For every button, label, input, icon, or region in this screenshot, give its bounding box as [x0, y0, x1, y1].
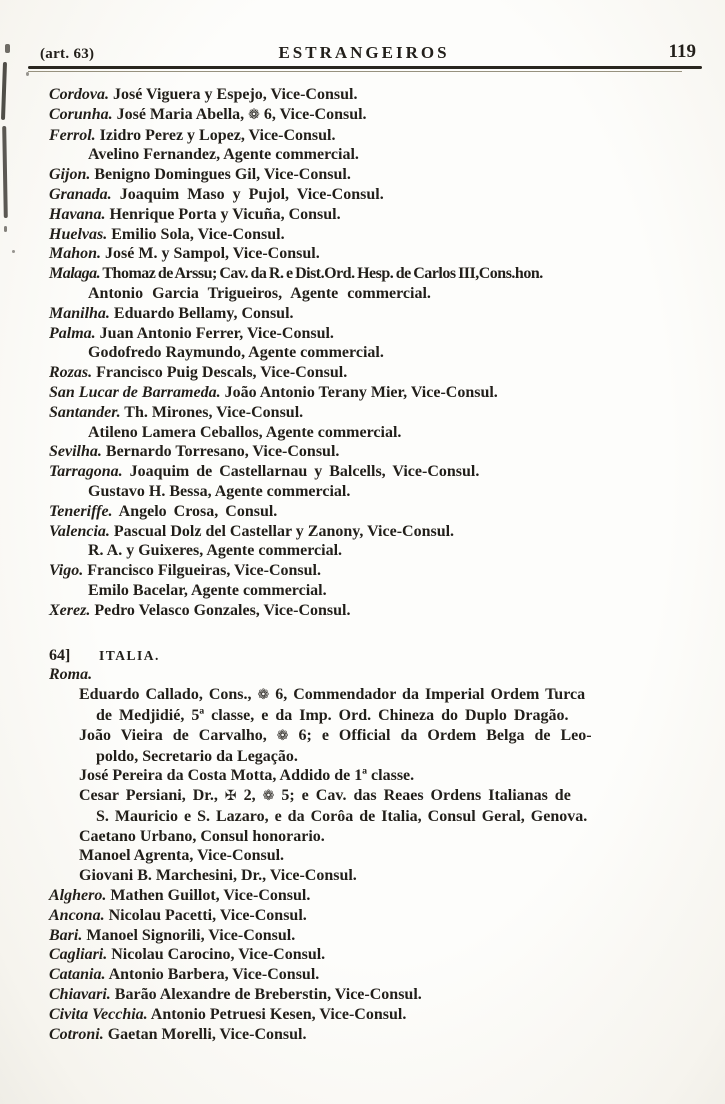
entry-line	[49, 926, 715, 946]
entry-text: S. Mauricio e S. Lazaro, e da Corôa de Italia, Consul Geral, Genova.	[96, 807, 588, 825]
city-name: Havana.	[49, 205, 106, 223]
entry-line	[49, 561, 715, 581]
entry-line	[49, 105, 715, 126]
entry-text: José Maria Abella,	[112, 105, 249, 123]
entry-text: Joaquim Maso y Pujol, Vice-Consul.	[111, 185, 384, 203]
entry-text: R. A. y Guixeres, Agente commercial.	[88, 542, 343, 560]
entry-line	[49, 965, 715, 985]
order-badge-icon: ❁	[262, 788, 275, 805]
entry-line	[49, 145, 715, 165]
entry-line	[49, 665, 715, 685]
entry-text: Nicolau Carocino, Vice-Consul.	[107, 946, 326, 964]
entry-text: 2,	[236, 787, 263, 805]
entry-text: Antonio Garcia Trigueiros, Agente commercial.	[88, 284, 431, 302]
cross-icon: ✠	[224, 788, 237, 805]
entry-line	[49, 827, 715, 847]
entry-line	[49, 225, 715, 245]
city-name: Malaga.	[49, 265, 101, 283]
entry-line	[49, 462, 715, 482]
entry-line	[49, 886, 715, 906]
city-name: Palma.	[49, 324, 96, 342]
entry-text: Avelino Fernandez, Agente commercial.	[88, 146, 359, 164]
page-header	[28, 43, 700, 65]
scan-artifact	[1, 62, 7, 120]
section-hespanha	[49, 85, 715, 621]
city-name: Roma.	[49, 666, 93, 684]
entry-line	[49, 165, 715, 185]
entry-line	[49, 482, 715, 502]
entry-text: 6, Commendador da Imperial Ordem Turca	[269, 686, 586, 704]
entry-text: 6; e Official da Ordem Belga de Leo-	[288, 726, 592, 744]
city-name: San Lucar de Barrameda.	[49, 383, 221, 401]
entry-line	[49, 423, 715, 443]
entry-line	[49, 502, 715, 522]
entry-text: Benigno Domingues Gil, Vice-Consul.	[90, 166, 351, 184]
entry-text: de Medjidié, 5ª classe, e da Imp. Ord. Chineza do Duplo Dragão.	[96, 706, 569, 724]
article-reference: (art. 63)	[40, 46, 95, 62]
entry-line	[49, 706, 715, 726]
order-badge-icon: ❁	[257, 687, 270, 704]
entry-text: Angelo Crosa, Consul.	[112, 502, 278, 520]
entry-text: José Viguera y Espejo, Vice-Consul.	[109, 86, 358, 103]
scan-artifact	[2, 126, 8, 218]
entry-line	[49, 906, 715, 926]
entry-line	[49, 343, 715, 363]
city-name: Granada.	[49, 185, 112, 203]
city-name: Teneriffe.	[49, 502, 113, 520]
entry-line	[49, 264, 715, 284]
scan-artifact	[4, 226, 7, 232]
city-name: Catania.	[49, 966, 106, 984]
entry-text: 5; e Cav. das Reaes Ordens Italianas de	[274, 787, 571, 805]
entry-text: Antonio Petruesi Kesen, Vice-Consul.	[147, 1005, 407, 1023]
entry-text: Atileno Lamera Ceballos, Agente commercial.	[88, 423, 402, 441]
entry-text: 6, Vice-Consul.	[259, 105, 367, 123]
city-name: Civita Vecchia.	[49, 1005, 148, 1023]
entry-text: Pedro Velasco Gonzales, Vice-Consul.	[90, 601, 351, 619]
entry-text: João Vieira de Carvalho,	[79, 726, 277, 744]
section-heading	[49, 646, 715, 666]
entry-text: Godofredo Raymundo, Agente commercial.	[88, 344, 384, 362]
entry-line	[49, 1005, 715, 1025]
entry-text: Giovani B. Marchesini, Dr., Vice-Consul.	[79, 867, 357, 885]
page-number: 119	[668, 41, 696, 62]
entry-text: Gustavo H. Bessa, Agente commercial.	[88, 482, 351, 500]
entry-text: Joaquim de Castellarnau y Balcells, Vice-Consul.	[122, 463, 480, 481]
order-badge-icon: ❁	[276, 727, 289, 744]
entry-line	[49, 807, 715, 827]
city-name: Santander.	[49, 403, 121, 421]
entry-text: Caetano Urbano, Consul honorario.	[79, 827, 325, 845]
header-rule-main	[28, 66, 702, 69]
entry-text: Bernardo Torresano, Vice-Consul.	[101, 443, 340, 461]
consul-list-hespanha	[49, 85, 715, 621]
entry-line	[49, 85, 715, 105]
header-rule	[28, 66, 702, 72]
city-name: Alghero.	[49, 887, 107, 905]
consul-list-italia	[49, 665, 715, 1044]
entry-line	[49, 747, 715, 767]
entry-text: Manoel Agrenta, Vice-Consul.	[79, 847, 285, 865]
entry-line	[49, 726, 715, 747]
entry-text: Cesar Persiani, Dr.,	[79, 787, 225, 805]
city-name: Ferrol.	[49, 126, 96, 144]
section-title: ITALIA.	[99, 647, 160, 663]
entry-line	[49, 601, 715, 621]
entry-text: José Pereira da Costa Motta, Addido de 1ª classe.	[79, 767, 415, 785]
running-title: ESTRANGEIROS	[278, 43, 450, 62]
entry-line	[49, 284, 715, 304]
city-name: Huelvas.	[49, 225, 108, 243]
entry-text: Eduardo Bellamy, Consul.	[109, 304, 294, 322]
entry-line	[49, 403, 715, 423]
city-name: Manilha.	[49, 304, 110, 322]
city-name: Valencia.	[49, 522, 110, 540]
entry-text: Gaetan Morelli, Vice-Consul.	[103, 1025, 307, 1043]
scan-artifact	[26, 72, 29, 76]
entry-text: Henrique Porta y Vicuña, Consul.	[105, 205, 341, 223]
city-name: Corunha.	[49, 105, 113, 123]
entry-line	[49, 1025, 715, 1045]
entry-line	[49, 766, 715, 786]
entry-line	[49, 383, 715, 403]
entry-text: João Antonio Terany Mier, Vice-Consul.	[220, 383, 498, 401]
entry-line	[49, 126, 715, 146]
city-name: Cotroni.	[49, 1025, 104, 1043]
entry-text: José M. y Sampol, Vice-Consul.	[101, 245, 320, 263]
scan-artifact	[5, 44, 10, 53]
city-name: Xerez.	[49, 601, 91, 619]
order-badge-icon: ❁	[248, 106, 260, 123]
city-name: Sevilha.	[49, 443, 102, 461]
entry-text: Mathen Guillot, Vice-Consul.	[106, 887, 311, 905]
entry-text: Thomaz de Arssu; Cav. da R. e Dist.Ord. Hesp. de Carlos III,Cons.hon.	[100, 265, 543, 283]
city-name: Cagliari.	[49, 946, 108, 964]
entry-text: Izidro Perez y Lopez, Vice-Consul.	[95, 126, 336, 144]
section-italia	[49, 646, 715, 1045]
entry-line	[49, 945, 715, 965]
entry-text: Emilio Sola, Vice-Consul.	[107, 225, 285, 243]
entry-line	[49, 985, 715, 1005]
page-body	[49, 85, 715, 1044]
entry-line	[49, 185, 715, 205]
entry-line	[49, 846, 715, 866]
section-number: 64]	[49, 646, 71, 664]
entry-line	[49, 866, 715, 886]
entry-text: Francisco Filgueiras, Vice-Consul.	[83, 562, 321, 580]
entry-text: Th. Mirones, Vice-Consul.	[120, 403, 304, 421]
entry-text: Nicolau Pacetti, Vice-Consul.	[104, 906, 307, 924]
city-name: Mahon.	[49, 245, 102, 263]
entry-line	[49, 244, 715, 264]
city-name: Vigo.	[49, 562, 84, 580]
entry-text: Pascual Dolz del Castellar y Zanony, Vice-Consul.	[109, 522, 455, 540]
entry-text: Eduardo Callado, Cons.,	[79, 686, 258, 704]
entry-text: Juan Antonio Ferrer, Vice-Consul.	[95, 324, 334, 342]
city-name: Chiavari.	[49, 986, 111, 1004]
city-name: Bari.	[49, 926, 83, 944]
entry-line	[49, 541, 715, 561]
entry-line	[49, 442, 715, 462]
entry-text: Manoel Signorili, Vice-Consul.	[82, 926, 296, 944]
city-name: Tarragona.	[49, 463, 123, 481]
city-name: Gijon.	[49, 166, 91, 184]
entry-text: Francisco Puig Descals, Vice-Consul.	[92, 364, 348, 382]
entry-text: Barão Alexandre de Breberstin, Vice-Consul.	[110, 986, 422, 1004]
entry-text: Antonio Barbera, Vice-Consul.	[105, 966, 320, 984]
entry-line	[49, 363, 715, 383]
entry-line	[49, 685, 715, 706]
entry-line	[49, 581, 715, 601]
entry-line	[49, 324, 715, 344]
scan-artifact	[12, 250, 15, 253]
entry-text: poldo, Secretario da Legação.	[96, 747, 298, 765]
entry-line	[49, 522, 715, 542]
entry-line	[49, 205, 715, 225]
entry-text: Emilo Bacelar, Agente commercial.	[88, 581, 327, 599]
city-name: Cordova.	[49, 86, 109, 103]
header-rule-echo	[28, 71, 682, 72]
entry-line	[49, 786, 715, 807]
city-name: Ancona.	[49, 906, 105, 924]
city-name: Rozas.	[49, 364, 93, 382]
entry-line	[49, 304, 715, 324]
